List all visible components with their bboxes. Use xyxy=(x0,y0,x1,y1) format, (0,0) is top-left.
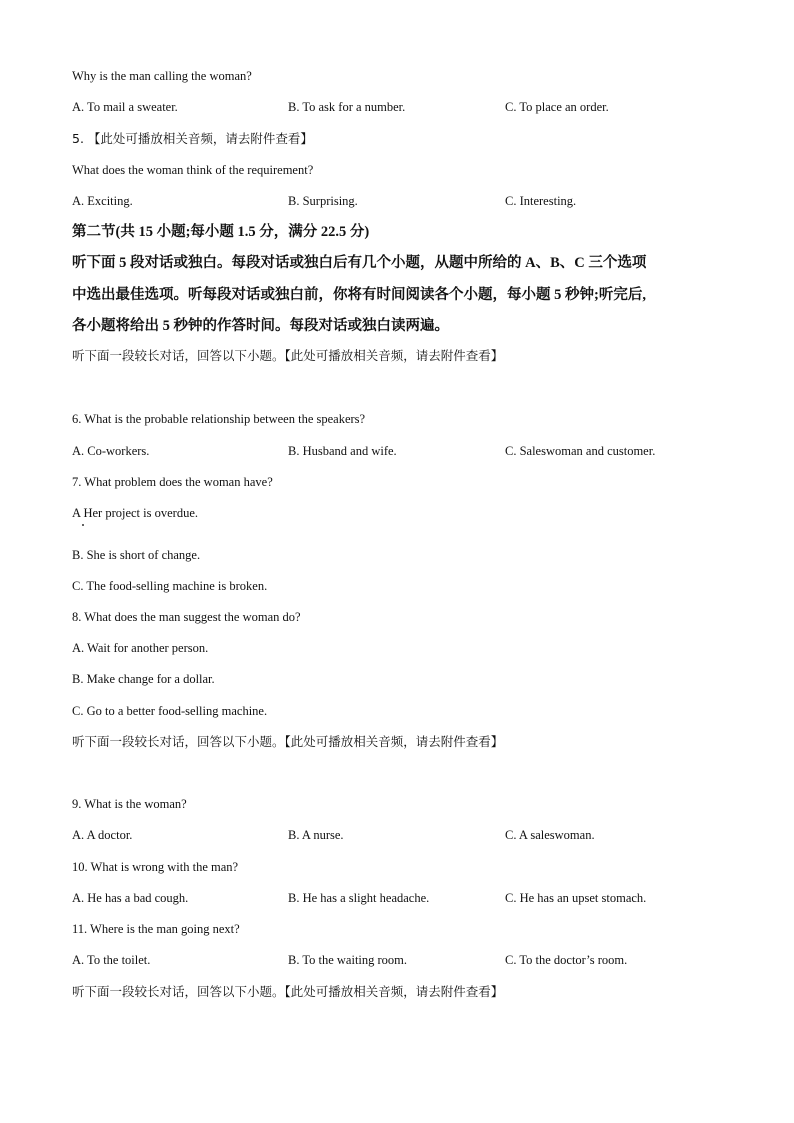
q7-option-c: C. The food-selling machine is broken. xyxy=(72,579,268,593)
q6-options xyxy=(72,443,772,459)
section2-instruction-3: 各小题将给出 5 秒钟的作答时间。每段对话或独白读两遍。 xyxy=(72,318,449,334)
q11-stem: 11. Where is the man going next? xyxy=(72,922,240,936)
q5-option-c: C. Interesting. xyxy=(505,194,577,208)
q10-option-b: B. He has a slight headache. xyxy=(288,891,430,905)
q4-options xyxy=(72,99,772,115)
q9-option-c: C. A saleswoman. xyxy=(505,828,595,842)
q7-stem: 7. What problem does the woman have? xyxy=(72,475,273,489)
q9-option-b: B. A nurse. xyxy=(288,828,344,842)
q10-option-a: A. He has a bad cough. xyxy=(72,891,189,905)
q5-option-a: A. Exciting. xyxy=(72,194,133,208)
dialogue3-audio-note: 听下面一段较长对话，回答以下小题。【此处可播放相关音频，请去附件查看】 xyxy=(72,984,504,999)
q4-option-b: B. To ask for a number. xyxy=(288,100,406,114)
q9-option-a: A. A doctor. xyxy=(72,828,133,842)
dialogue2-audio-note: 听下面一段较长对话，回答以下小题。【此处可播放相关音频，请去附件查看】 xyxy=(72,734,504,749)
q4-stem: Why is the man calling the woman? xyxy=(72,69,252,83)
stray-dot xyxy=(82,524,84,526)
q11-option-b: B. To the waiting room. xyxy=(288,953,408,967)
q5-audio-note: 5. 【此处可播放相关音频，请去附件查看】 xyxy=(72,131,313,146)
dialogue1-audio-note: 听下面一段较长对话，回答以下小题。【此处可播放相关音频，请去附件查看】 xyxy=(72,348,504,363)
q8-option-c: C. Go to a better food-selling machine. xyxy=(72,704,268,718)
q6-option-c: C. Saleswoman and customer. xyxy=(505,444,656,458)
q7-option-a: A Her project is overdue. xyxy=(72,506,199,520)
q8-option-a: A. Wait for another person. xyxy=(72,641,209,655)
q6-stem: 6. What is the probable relationship between the speakers? xyxy=(72,412,366,426)
section2-instruction-2: 中选出最佳选项。听每段对话或独白前，你将有时间阅读各个小题，每小题 5 秒钟;听完后, xyxy=(72,287,646,303)
q7-option-b: B. She is short of change. xyxy=(72,548,201,562)
q11-option-a: A. To the toilet. xyxy=(72,953,151,967)
q11-options xyxy=(72,952,772,968)
q8-option-b: B. Make change for a dollar. xyxy=(72,672,215,686)
q4-option-a: A. To mail a sweater. xyxy=(72,100,178,114)
q10-stem: 10. What is wrong with the man? xyxy=(72,860,239,874)
section2-title: 第二节(共 15 小题;每小题 1.5 分，满分 22.5 分) xyxy=(72,224,370,240)
q10-options xyxy=(72,890,772,906)
q8-stem: 8. What does the man suggest the woman do? xyxy=(72,610,301,624)
section2-instruction-1: 听下面 5 段对话或独白。每段对话或独白后有几个小题，从题中所给的 A、B、C 三个选项 xyxy=(72,255,647,271)
q9-stem: 9. What is the woman? xyxy=(72,797,187,811)
q9-options xyxy=(72,827,772,843)
q11-option-c: C. To the doctor’s room. xyxy=(505,953,628,967)
q6-option-a: A. Co-workers. xyxy=(72,444,150,458)
q5-option-b: B. Surprising. xyxy=(288,194,358,208)
q5-options xyxy=(72,193,772,209)
q5-stem: What does the woman think of the requirement? xyxy=(72,163,314,177)
q4-option-c: C. To place an order. xyxy=(505,100,609,114)
q10-option-c: C. He has an upset stomach. xyxy=(505,891,647,905)
q6-option-b: B. Husband and wife. xyxy=(288,444,397,458)
